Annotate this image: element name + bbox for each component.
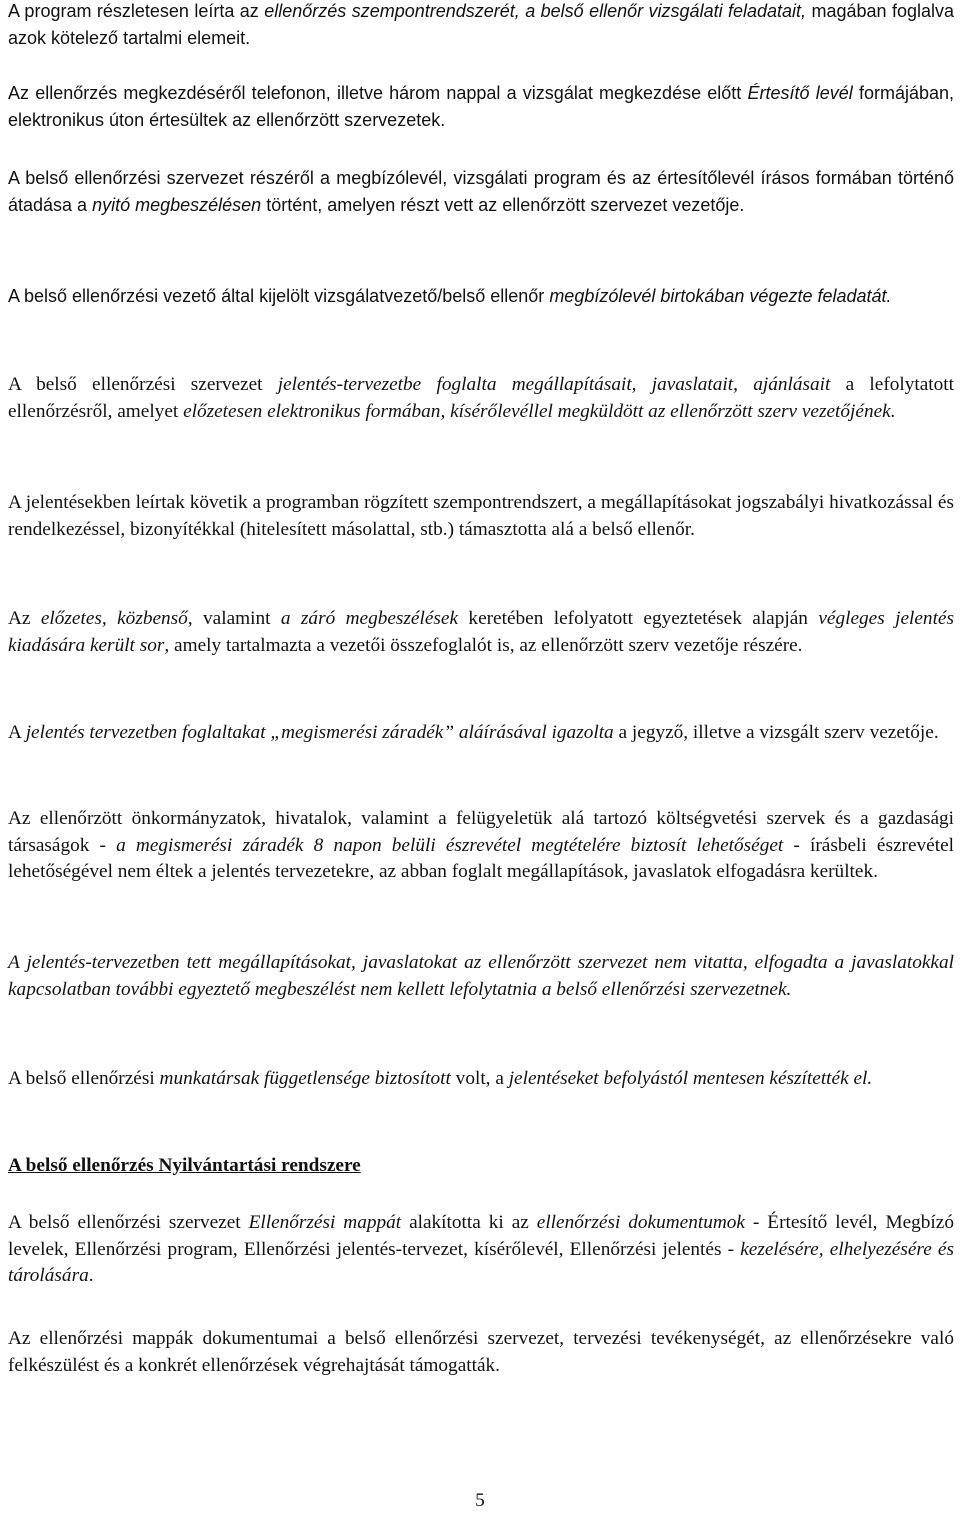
italic-text: előzetes, közbenső, bbox=[40, 608, 193, 629]
text-run: formájában, elektronikus úton értesültek az ellenőrzött szervezetek. bbox=[8, 83, 954, 130]
text-run: A belső ellenőrzési szervezet bbox=[8, 1212, 249, 1233]
paragraph-final-report bbox=[8, 606, 954, 659]
paragraph-program bbox=[8, 0, 954, 51]
text-run: A bbox=[8, 722, 26, 743]
text-run: keretében lefolyatott egyeztetések alapján bbox=[458, 608, 819, 629]
italic-text: kezelésére, elhelyezésére és tárolására bbox=[8, 1238, 954, 1286]
italic-text: jelentéseket befolyástól mentesen készítették el. bbox=[508, 1068, 873, 1089]
section-heading bbox=[8, 1153, 954, 1180]
text-run: történt, amelyen részt vett az ellenőrzött szervezet vezetője. bbox=[261, 194, 745, 215]
paragraph-acknowledgement bbox=[8, 720, 954, 747]
text-run: alakította ki az bbox=[401, 1212, 537, 1233]
text-run: a lefolytatott ellenőrzésről, amelyet bbox=[8, 374, 955, 422]
italic-text: a megismerési záradék 8 napon belüli észrevétel megtételére biztosít lehetőséget bbox=[116, 834, 784, 856]
italic-text: Értesítő levél bbox=[747, 83, 853, 103]
text-run: - Értesítő levél, Megbízó levelek, Ellenőrzési program, Ellenőrzési jelentés-tervezet, kísérőlevél, Ellenőrzési jelentés - bbox=[8, 1212, 954, 1260]
text-run: A belső ellenőrzési bbox=[8, 1068, 160, 1089]
page-number: 5 bbox=[475, 1490, 485, 1511]
paragraph-opening-meeting bbox=[8, 165, 954, 218]
text-run: A belső ellenőrzési szervezet bbox=[8, 374, 278, 395]
text-run: A belső ellenőrzési szervezet részéről a megbízólevél, vizsgálati program és az értesítőlevél írásos formában történő átadása a bbox=[8, 168, 954, 215]
text-run: A program részletesen leírta az bbox=[8, 1, 265, 21]
text-run: a jegyző, illetve a vizsgált szerv vezetője. bbox=[613, 722, 939, 743]
text-run: Az ellenőrzés megkezdéséről telefonon, illetve három nappal a vizsgálat megkezdése előtt bbox=[8, 83, 748, 103]
paragraph-independence bbox=[8, 1066, 954, 1093]
italic-text: jelentés-tervezetbe foglalta megállapításait, javaslatait, ajánlásait bbox=[277, 374, 831, 395]
text-run: , amely tartalmazta a vezetői összefoglalót is, az ellenőrzött szerv vezetője részére. bbox=[164, 634, 803, 656]
paragraph-folder-documents bbox=[8, 1326, 954, 1379]
text-run: Az ellenőrzési mappák dokumentumai a belső ellenőrzési szervezet, tervezési tevékenységét, az ellenőrzésekre való felkészülést és a konkrét ellenőrzések végrehajtását támogatták. bbox=[8, 1328, 954, 1376]
text-run: valamint bbox=[192, 608, 281, 629]
text-run: A belső ellenőrzési vezető által kijelölt vizsgálatvezető/belső ellenőr bbox=[8, 286, 550, 306]
italic-text: Ellenőrzési mappát bbox=[248, 1212, 402, 1233]
paragraph-comments bbox=[8, 806, 954, 886]
italic-text: nyitó megbeszélésen bbox=[92, 194, 262, 215]
text-run: A belső ellenőrzés Nyilvántartási rendszere bbox=[8, 1155, 361, 1176]
italic-text: ellenőrzés szempontrendszerét, a belső ellenőr vizsgálati feladatait, bbox=[264, 1, 807, 21]
paragraph-mandate bbox=[8, 283, 954, 310]
italic-text: megbízólevél birtokában végezte feladatát. bbox=[549, 286, 892, 306]
text-run: Az ellenőrzött önkormányzatok, hivatalok, valamint a felügyeletük alá tartozó költségvetési szervek és a gazdasági társaságok - bbox=[8, 808, 954, 856]
paragraph-audit-folder bbox=[8, 1210, 954, 1290]
italic-text: munkatársak függetlensége biztosított bbox=[159, 1068, 451, 1089]
italic-text: A jelentés-tervezetben tett megállapításokat, javaslatokat az ellenőrzött szervezet nem vitatta, elfogadta a javaslatokkal kapcsolatban további egyeztető megbeszélést nem kellett lefolytatnia a belső ellenőrzési szervezetnek. bbox=[8, 952, 954, 1000]
italic-text: előzetesen elektronikus formában, kísérőlevéllel megküldött az ellenőrzött szerv vezetőjének. bbox=[183, 400, 896, 422]
italic-text: ellenőrzési dokumentumok bbox=[536, 1212, 745, 1233]
italic-text: a záró megbeszélések bbox=[280, 608, 459, 629]
paragraph-accepted bbox=[8, 950, 954, 1003]
text-run: . bbox=[88, 1265, 94, 1286]
text-run: magában foglalva azok kötelező tartalmi elemeit. bbox=[8, 1, 955, 48]
italic-text: végleges jelentés kiadására került sor bbox=[8, 608, 954, 656]
paragraph-findings bbox=[8, 490, 954, 543]
text-run: - írásbeli észrevétel lehetőségével nem éltek a jelentés tervezetekre, az abban foglalt megállapítások, javaslatok elfogadásra kerültek. bbox=[8, 834, 954, 882]
paragraph-notification bbox=[8, 80, 954, 133]
italic-text: jelentés tervezetben foglaltakat „megismerési záradék” aláírásával igazolta bbox=[25, 722, 614, 743]
text-run: A jelentésekben leírtak követik a programban rögzített szempontrendszert, a megállapításokat jogszabályi hivatkozással és rendelkezéssel, bizonyítékkal (hitelesített másolattal, stb.) támasztotta alá a belső ellenőr. bbox=[8, 492, 954, 540]
text-run: Az bbox=[8, 608, 41, 629]
text-run: volt, a bbox=[450, 1068, 509, 1089]
paragraph-draft-report bbox=[8, 372, 954, 425]
